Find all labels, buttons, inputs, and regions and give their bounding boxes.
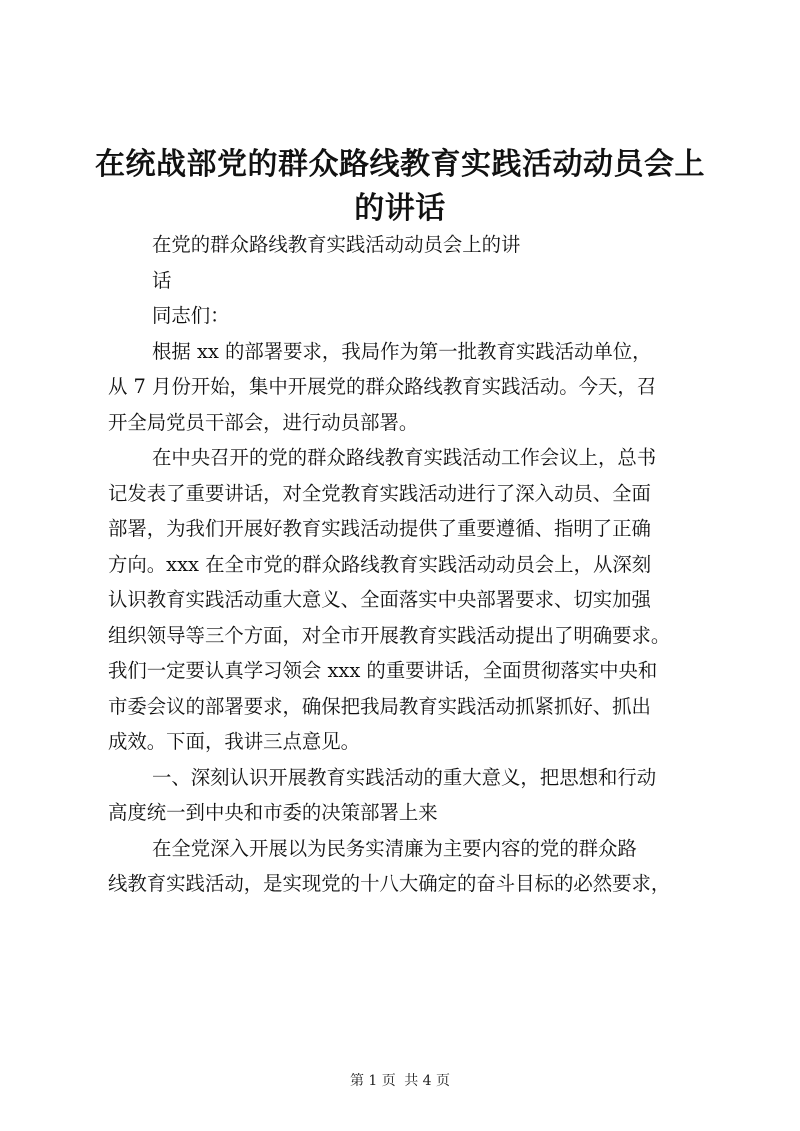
paragraph-line: 在全党深入开展以为民务实清廉为主要内容的党的群众路 (152, 836, 637, 860)
paragraph-line: 我们一定要认真学习领会 xxx 的重要讲话，全面贯彻落实中央和 (108, 659, 658, 682)
paragraph-line: 记发表了重要讲话，对全党教育实践活动进行了深入动员、全面 (108, 481, 651, 505)
document-title (95, 143, 705, 231)
section-heading-line: 高度统一到中央和市委的决策部署上来 (108, 801, 438, 824)
document-body (108, 227, 708, 902)
paragraph-line: 部署，为我们开展好教育实践活动提供了重要遵循、指明了正确 (108, 517, 651, 540)
page-number: 第 1 页 (349, 1073, 396, 1089)
page-total: 共 4 页 (404, 1073, 451, 1089)
paragraph-line: 市委会议的部署要求，确保把我局教育实践活动抓紧抓好、抓出 (108, 694, 651, 718)
paragraph-line: 根据 xx 的部署要求，我局作为第一批教育实践活动单位， (152, 339, 652, 363)
paragraph-line: 组织领导等三个方面，对全市开展教育实践活动提出了明确要求。 (108, 623, 671, 647)
paragraph-line: 线教育实践活动，是实现党的十八大确定的奋斗目标的必然要求， (108, 872, 671, 895)
title-line-1: 在统战部党的群众路线教育实践活动动员会上 (95, 147, 705, 182)
title-line-2: 的讲话 (354, 191, 446, 226)
paragraph-line: 方向。xxx 在全市党的群众路线教育实践活动动员会上，从深刻 (108, 552, 652, 576)
paragraph-line: 成效。下面，我讲三点意见。 (108, 730, 361, 753)
page-footer (0, 1071, 800, 1091)
subtitle-line: 话 (152, 268, 172, 292)
paragraph-line: 认识教育实践活动重大意义、全面落实中央部署要求、切实加强 (108, 588, 651, 611)
subtitle-line: 在党的群众路线教育实践活动动员会上的讲 (152, 233, 521, 256)
section-heading-line: 一、深刻认识开展教育实践活动的重大意义，把思想和行动 (152, 765, 657, 789)
paragraph-line: 在中央召开的党的群众路线教育实践活动工作会议上，总书 (152, 446, 657, 469)
paragraph-line: 开全局党员干部会，进行动员部署。 (108, 410, 419, 434)
paragraph-line: 从 7 月份开始，集中开展党的群众路线教育实践活动。今天，召 (108, 375, 657, 398)
salutation: 同志们： (152, 304, 230, 327)
